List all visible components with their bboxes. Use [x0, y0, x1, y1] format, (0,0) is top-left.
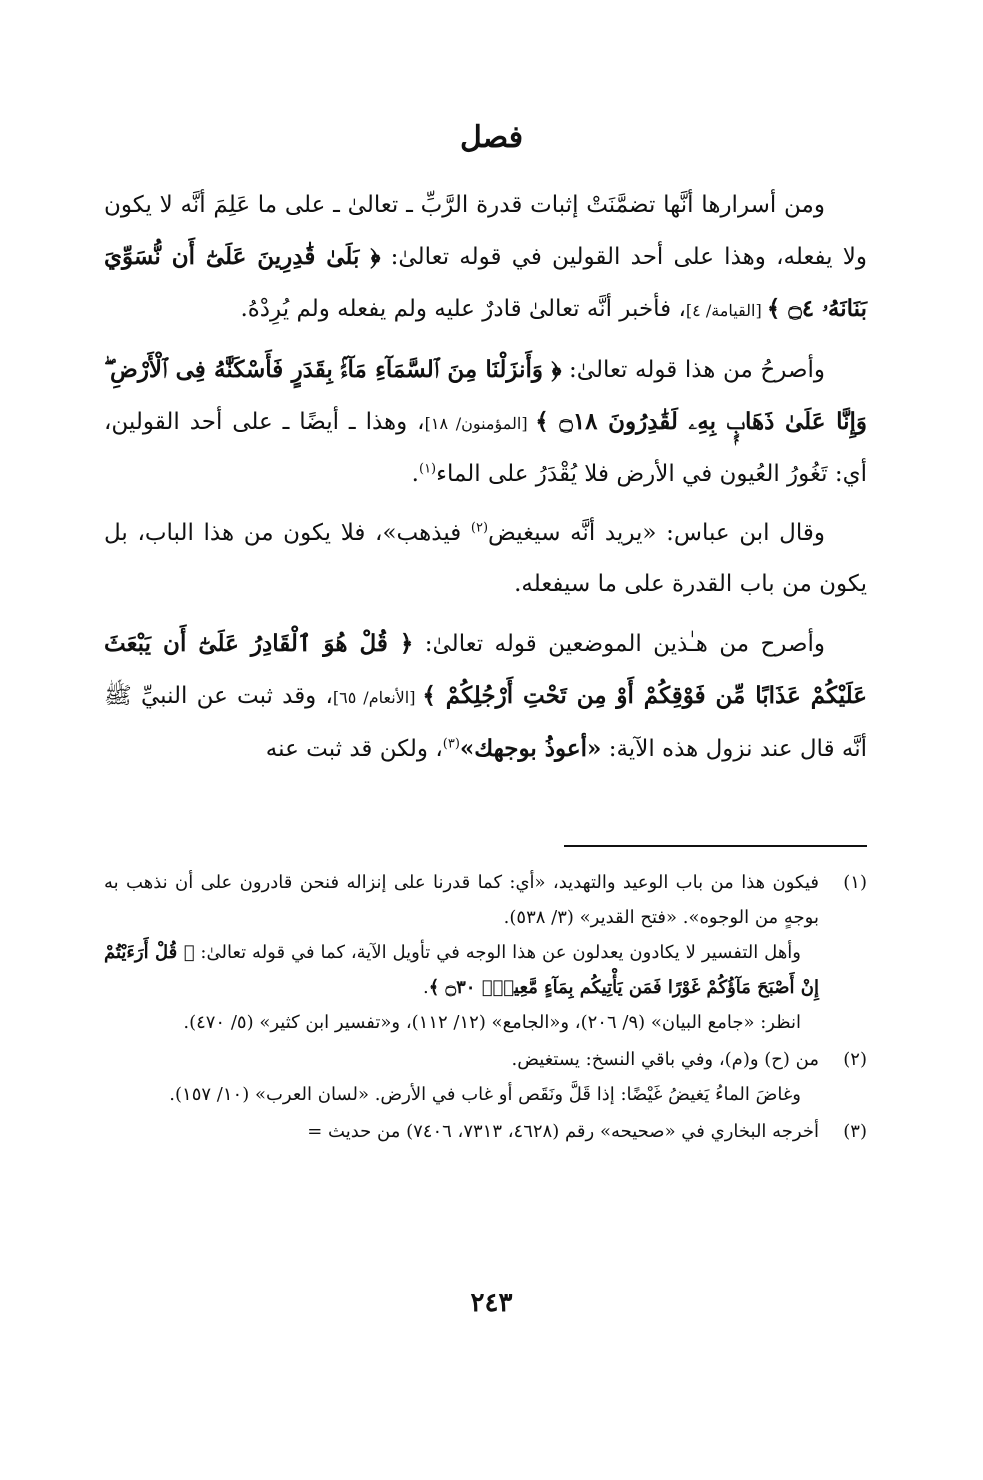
- footnote-number: (١): [843, 872, 867, 893]
- quran-verse-qiyamah: ﴿ بَلَىٰ قَٰدِرِينَ عَلَىٰٓ أَن نُّسَوِّيَ بَنَانَهُۥ ۝٤ ﴾: [104, 243, 867, 322]
- paragraph-2-text-b: ، وهذا ـ أيضًا ـ على أحد القولين، أي: تَغُورُ العُيون في الأرض فلا يُقْدَرُ على الماء: [104, 409, 867, 487]
- paragraph-1-text-a: ومن أسرارها أنَّها تضمَّنَتْ إثبات قدرة الرَّبِّ ـ تعالىٰ ـ على ما عَلِمَ أنَّه لا يكون ولا يفعله، وهذا على أحد القولين في قوله تعالىٰ:: [104, 192, 867, 270]
- footnote-2: [104, 1042, 867, 1112]
- footnote-separator: [564, 845, 867, 847]
- paragraph-4-text-c: ، ولكن قد ثبت عنه: [265, 736, 443, 762]
- paragraph-3-text-a: وقال ابن عباس: «يريد أنَّه سيغيض: [488, 520, 826, 546]
- paragraph-3-text-b: فيذهب»، فلا يكون من هذا الباب، بل يكون من باب القدرة على ما سيفعله.: [104, 520, 867, 597]
- footnotes: [104, 865, 867, 1151]
- verse-reference: [القيامة/ ٤]: [685, 301, 767, 320]
- section-title: فصل: [459, 120, 524, 155]
- footnote-line: أخرجه البخاري في «صحيحه» رقم (٤٦٢٨، ٧٣١٣، ٧٤٠٦) من حديث =: [307, 1121, 819, 1142]
- footnote-marker-1: (١): [418, 461, 437, 477]
- footnote-1: [104, 865, 867, 1040]
- footnote-line: من (ح) و(م)، وفي باقي النسخ: يستغيض.: [511, 1049, 819, 1070]
- verse-reference: [الأنعام/ ٦٥]: [332, 688, 423, 707]
- verse-reference: [المؤمنون/ ١٨]: [424, 414, 536, 433]
- paragraph-2-text-a: وأصرحُ من هذا قوله تعالىٰ:: [561, 357, 825, 383]
- paragraph-4-text-a: وأصرح من هـٰذين الموضعين قوله تعالىٰ:: [413, 631, 826, 657]
- paragraph-2: [104, 344, 867, 500]
- paragraph-4: [104, 618, 867, 775]
- quran-verse-muminun: ﴿ وَأَنزَلْنَا مِنَ ٱلسَّمَآءِ مَآءًۢ بِقَدَرٍ فَأَسْكَنَّٰهُ فِى ٱلْأَرْضِ ۖ وَإِنَّا عَلَىٰ ذَهَابٍۭ بِهِۦ لَقَٰدِرُونَ ۝١٨ ﴾: [104, 356, 868, 435]
- main-text: [104, 180, 867, 783]
- footnote-line: [104, 935, 819, 1005]
- footnote-line: وغاضَ الماءُ يَغيضُ غَيْضًا: إذا قَلَّ ونَقَص أو غاب في الأرض. «لسان العرب» (١٠/ ١٥٧).: [169, 1084, 801, 1105]
- paragraph-4-text-b: ، وقد ثبت عن النبيِّ ﷺ أنَّه قال عند نزول هذه الآية:: [104, 683, 867, 762]
- footnote-number: (٢): [843, 1049, 867, 1070]
- footnote-line: فيكون هذا من باب الوعيد والتهديد، «أي: كما قدرنا على إنزاله فنحن قادرون على أن نذهب به بوجهٍ من الوجوه». «فتح القدير» (٣/ ٥٣٨).: [104, 872, 819, 928]
- footnote-body: [104, 1114, 819, 1149]
- footnote-3: [104, 1114, 867, 1149]
- footnote-marker-3: (٣): [442, 736, 460, 752]
- paragraph-3: [104, 508, 867, 610]
- footnote-body: [104, 1042, 819, 1112]
- footnote-line: انظر: «جامع البيان» (٩/ ٢٠٦)، و«الجامع» (١٢/ ١١٢)، و«تفسير ابن كثير» (٥/ ٤٧٠).: [183, 1012, 801, 1033]
- footnote-marker-2: (٢): [470, 520, 489, 536]
- paragraph-1-text-b: ، فأخبر أنَّه تعالىٰ قادرٌ عليه ولم يفعله ولم يُرِدْهُ.: [240, 296, 686, 322]
- paragraph-1: [104, 180, 867, 336]
- hadith-quote: «أعوذُ بوجهك»: [459, 735, 602, 762]
- footnote-text: .: [422, 977, 429, 998]
- footnote-number: (٣): [843, 1121, 867, 1142]
- page-number: ٢٤٣: [470, 1288, 513, 1318]
- quran-verse-mulk: ﴿ قُلْ أَرَءَيْتُمْ إِنْ أَصْبَحَ مَآؤُكُمْ غَوْرًا فَمَن يَأْتِيكُم بِمَآءٍ مَّعِينٍۭ ۝٣٠ ﴾: [104, 942, 819, 998]
- paragraph-2-text-c: .: [411, 461, 419, 487]
- quran-verse-anam: ﴿ قُلْ هُوَ ٱلْقَادِرُ عَلَىٰٓ أَن يَبْعَثَ عَلَيْكُمْ عَذَابًا مِّن فَوْقِكُمْ أَوْ مِن تَحْتِ أَرْجُلِكُمْ ﴾: [104, 630, 868, 709]
- footnote-body: [104, 865, 819, 1040]
- footnote-text: وأهل التفسير لا يكادون يعدلون عن هذا الوجه في تأويل الآية، كما في قوله تعالىٰ:: [194, 942, 801, 963]
